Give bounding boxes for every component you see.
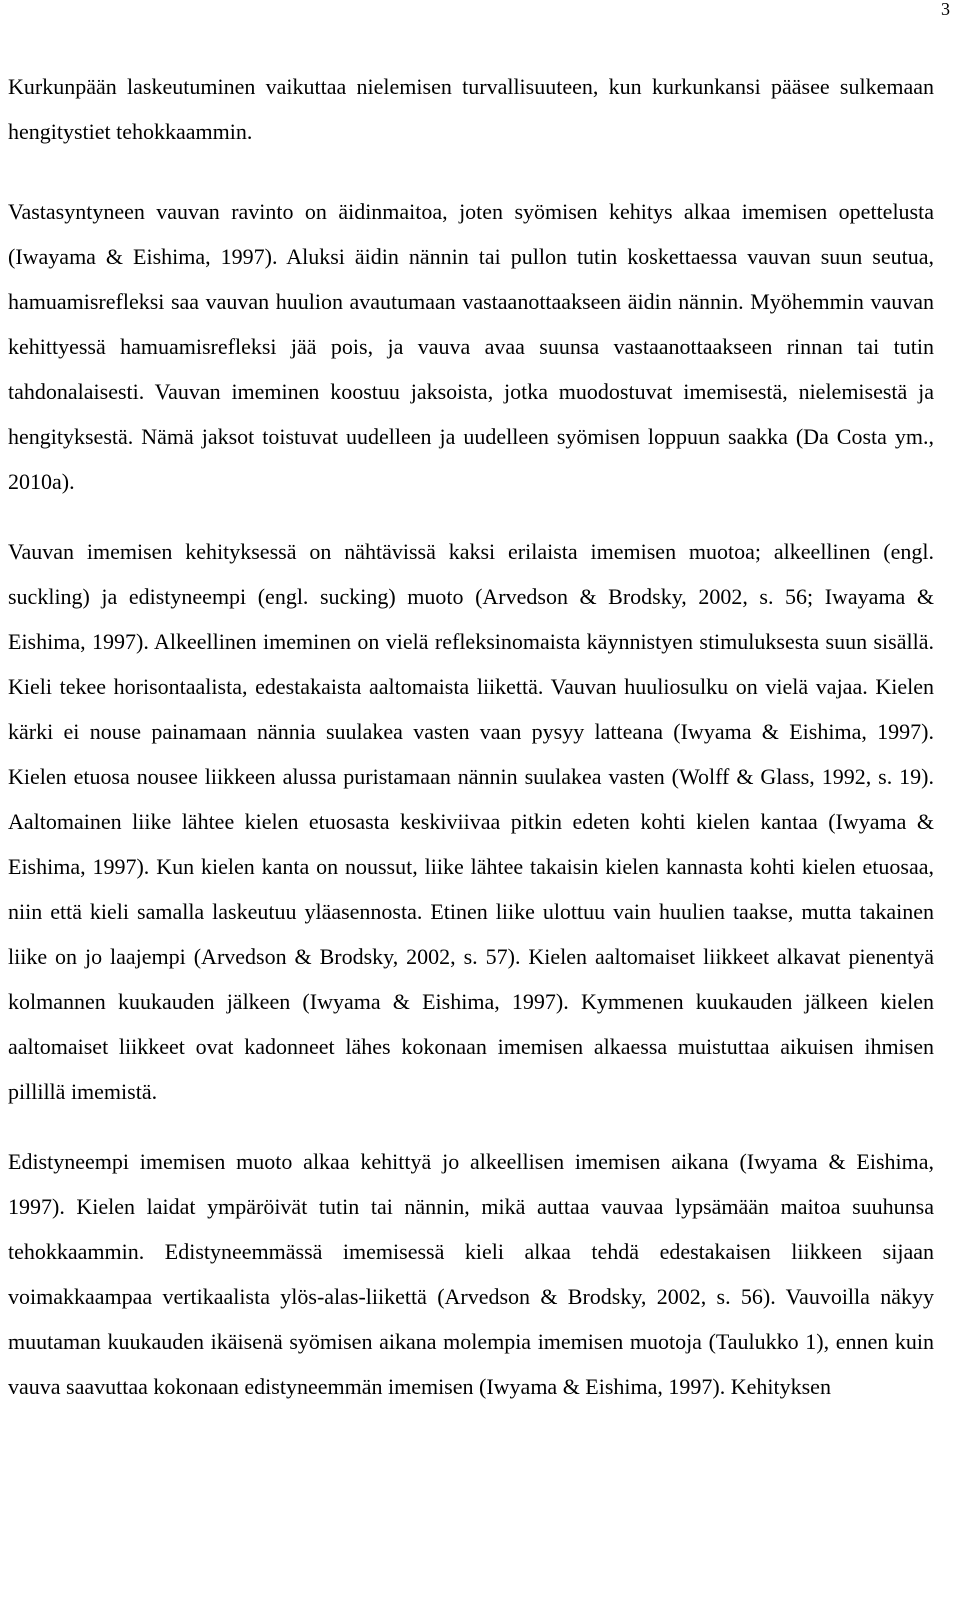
page-number: 3 xyxy=(941,0,950,19)
paragraph-1: Kurkunpään laskeutuminen vaikuttaa nielemisen turvallisuuteen, kun kurkunkansi pääsee sulkemaan hengitystiet tehokkaammin. xyxy=(8,74,934,144)
paragraph-4: Edistyneempi imemisen muoto alkaa kehittyä jo alkeellisen imemisen aikana (Iwyama & Eishima, 1997). Kielen laidat ympäröivät tutin tai nännin, mikä auttaa vauvaa lypsämään maitoa suuhunsa tehokkaammin. Edistyneemmässä imemisessä kieli alkaa tehdä edestakaisen liikkeen sijaan voimakkaampaa vertikaalista ylös-alas-liikettä (Arvedson & Brodsky, 2002, s. 56). Vauvoilla näkyy muutaman kuukauden ikäisenä syömisen aikana molempia imemisen muotoja (Taulukko 1), ennen kuin vauva saavuttaa kokonaan edistyneemmän imemisen (Iwyama & Eishima, 1997). Kehityksen xyxy=(8,1149,934,1399)
document-body xyxy=(8,64,934,1409)
paragraph-3: Vauvan imemisen kehityksessä on nähtävissä kaksi erilaista imemisen muotoa; alkeellinen (engl. suckling) ja edistyneempi (engl. sucking) muoto (Arvedson & Brodsky, 2002, s. 56; Iwayama & Eishima, 1997). Alkeellinen imeminen on vielä refleksinomaista käynnistyen stimuluksesta suun sisällä. Kieli tekee horisontaalista, edestakaista aaltomaista liikettä. Vauvan huuliosulku on vielä vajaa. Kielen kärki ei nouse painamaan nännia suulakea vasten vaan pysyy latteana (Iwyama & Eishima, 1997). Kielen etuosa nousee liikkeen alussa puristamaan nännin suulakea vasten (Wolff & Glass, 1992, s. 19). Aaltomainen liike lähtee kielen etuosasta keskiviivaa pitkin edeten kohti kielen kantaa (Iwyama & Eishima, 1997). Kun kielen kanta on noussut, liike lähtee takaisin kielen kannasta kohti kielen etuosaa, niin että kieli samalla laskeutuu yläasennosta. Etinen liike ulottuu vain huulien taakse, mutta takainen liike on jo laajempi (Arvedson & Brodsky, 2002, s. 57). Kielen aaltomaiset liikkeet alkavat pienentyä kolmannen kuukauden jälkeen (Iwyama & Eishima, 1997). Kymmenen kuukauden jälkeen kielen aaltomaiset liikkeet ovat kadonneet lähes kokonaan imemisen alkaessa muistuttaa aikuisen ihmisen pillillä imemistä. xyxy=(8,539,934,1104)
paragraph-2: Vastasyntyneen vauvan ravinto on äidinmaitoa, joten syömisen kehitys alkaa imemisen opettelusta (Iwayama & Eishima, 1997). Aluksi äidin nännin tai pullon tutin koskettaessa vauvan suun seutua, hamuamisrefleksi saa vauvan huulion avautumaan vastaanottaakseen äidin nännin. Myöhemmin vauvan kehittyessä hamuamisrefleksi jää pois, ja vauva avaa suunsa vastaanottaakseen rinnan tai tutin tahdonalaisesti. Vauvan imeminen koostuu jaksoista, jotka muodostuvat imemisestä, nielemisestä ja hengityksestä. Nämä jaksot toistuvat uudelleen ja uudelleen syömisen loppuun saakka (Da Costa ym., 2010a). xyxy=(8,199,934,494)
